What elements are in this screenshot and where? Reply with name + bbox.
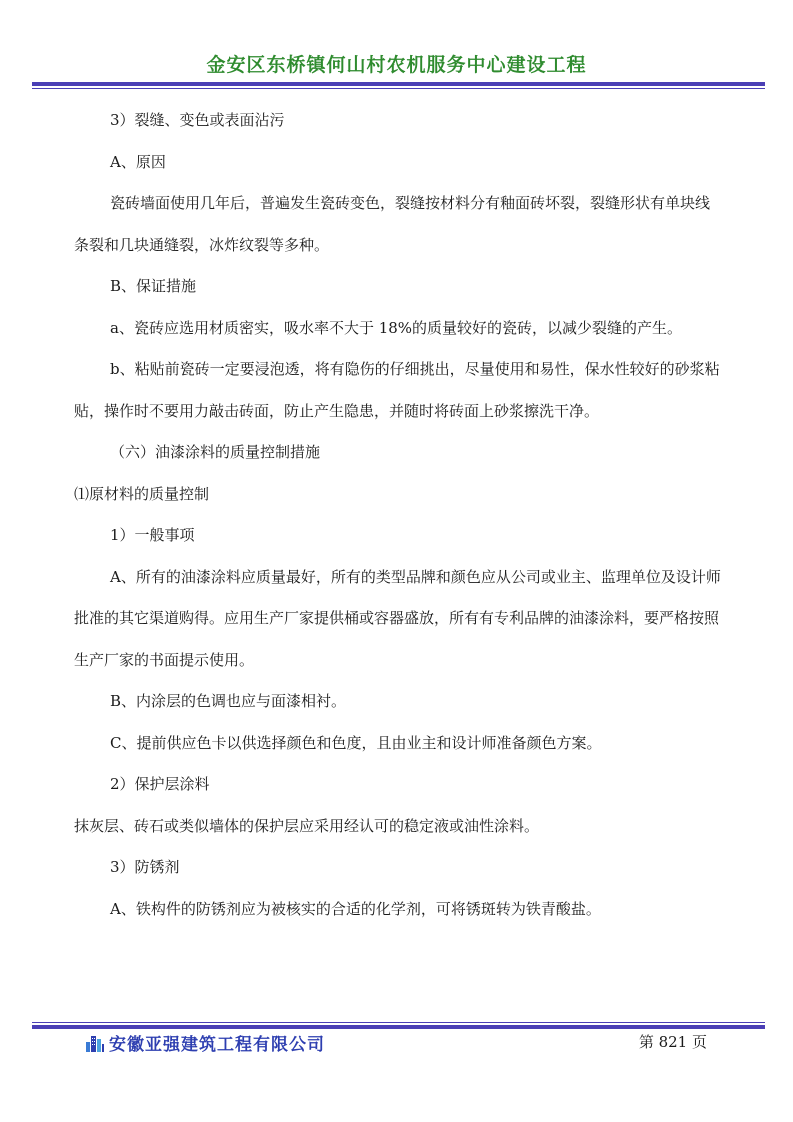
paragraph-cause-text: 瓷砖墙面使用几年后，普遍发生瓷砖变色，裂缝按材料分有釉面砖坏裂，裂缝形状有单块线条裂和几块通缝裂，冰炸纹裂等多种。	[74, 194, 711, 254]
paragraph-measure-a: a、瓷砖应选用材质密实，吸水率不大于 18%的质量较好的瓷砖，以减少裂缝的产生。	[110, 318, 683, 337]
footer-company-name: 安徽亚强建筑工程有限公司	[109, 1035, 325, 1055]
footer-rule-thin	[32, 1022, 765, 1023]
footer-rule	[32, 1022, 765, 1029]
paragraph-item-a: A、所有的油漆涂料应质量最好，所有的类型品牌和颜色应从公司或业主、监理单位及设计师批准的其它渠道购得。应用生产厂家提供桶或容器盛放，所有有专利品牌的油漆涂料，要严格按照生产厂家的书面提示使用。	[74, 567, 721, 669]
paragraph-measures-label: B、保证措施	[110, 277, 197, 295]
paragraph-cause-label: A、原因	[110, 152, 166, 171]
building-logo-icon	[85, 1033, 105, 1053]
paragraph-measure-b: b、粘贴前瓷砖一定要浸泡透，将有隐伤的仔细挑出，尽量使用和易性，保水性较好的砂浆粘贴，操作时不要用力敲击砖面，防止产生隐患，并随时将砖面上砂浆擦洗干净。	[74, 360, 720, 420]
footer-rule-thick	[32, 1025, 765, 1029]
header-rule	[32, 82, 765, 89]
paragraph-protective-text: 抹灰层、砖石或类似墙体的保护层应采用经认可的稳定液或油性涂料。	[74, 816, 540, 835]
paragraph-antirust: 3）防锈剂	[110, 858, 180, 876]
paragraph-protective-coating: 2）保护层涂料	[110, 775, 210, 793]
paragraph-raw-material: ⑴原材料的质量控制	[74, 484, 210, 503]
paragraph-section-paint: （六）油漆涂料的质量控制措施	[110, 443, 321, 461]
page-header-title: 金安区东桥镇何山村农机服务中心建设工程	[206, 54, 587, 76]
footer-company	[85, 1030, 325, 1055]
page-number: 第 821 页	[638, 1033, 707, 1051]
paragraph-heading-cracks: 3）裂缝、变色或表面沾污	[110, 111, 285, 129]
paragraph-item-b: B、内涂层的色调也应与面漆相衬。	[110, 692, 347, 710]
paragraph-general-items: 1）一般事项	[110, 526, 195, 544]
paragraph-antirust-a: A、铁构件的防锈剂应为被核实的合适的化学剂，可将锈斑转为铁青酸盐。	[110, 899, 601, 918]
header-rule-thick	[32, 82, 765, 86]
paragraph-item-c: C、提前供应色卡以供选择颜色和色度，且由业主和设计师准备颜色方案。	[110, 733, 602, 752]
header-rule-thin	[32, 88, 765, 89]
document-body	[74, 100, 722, 930]
